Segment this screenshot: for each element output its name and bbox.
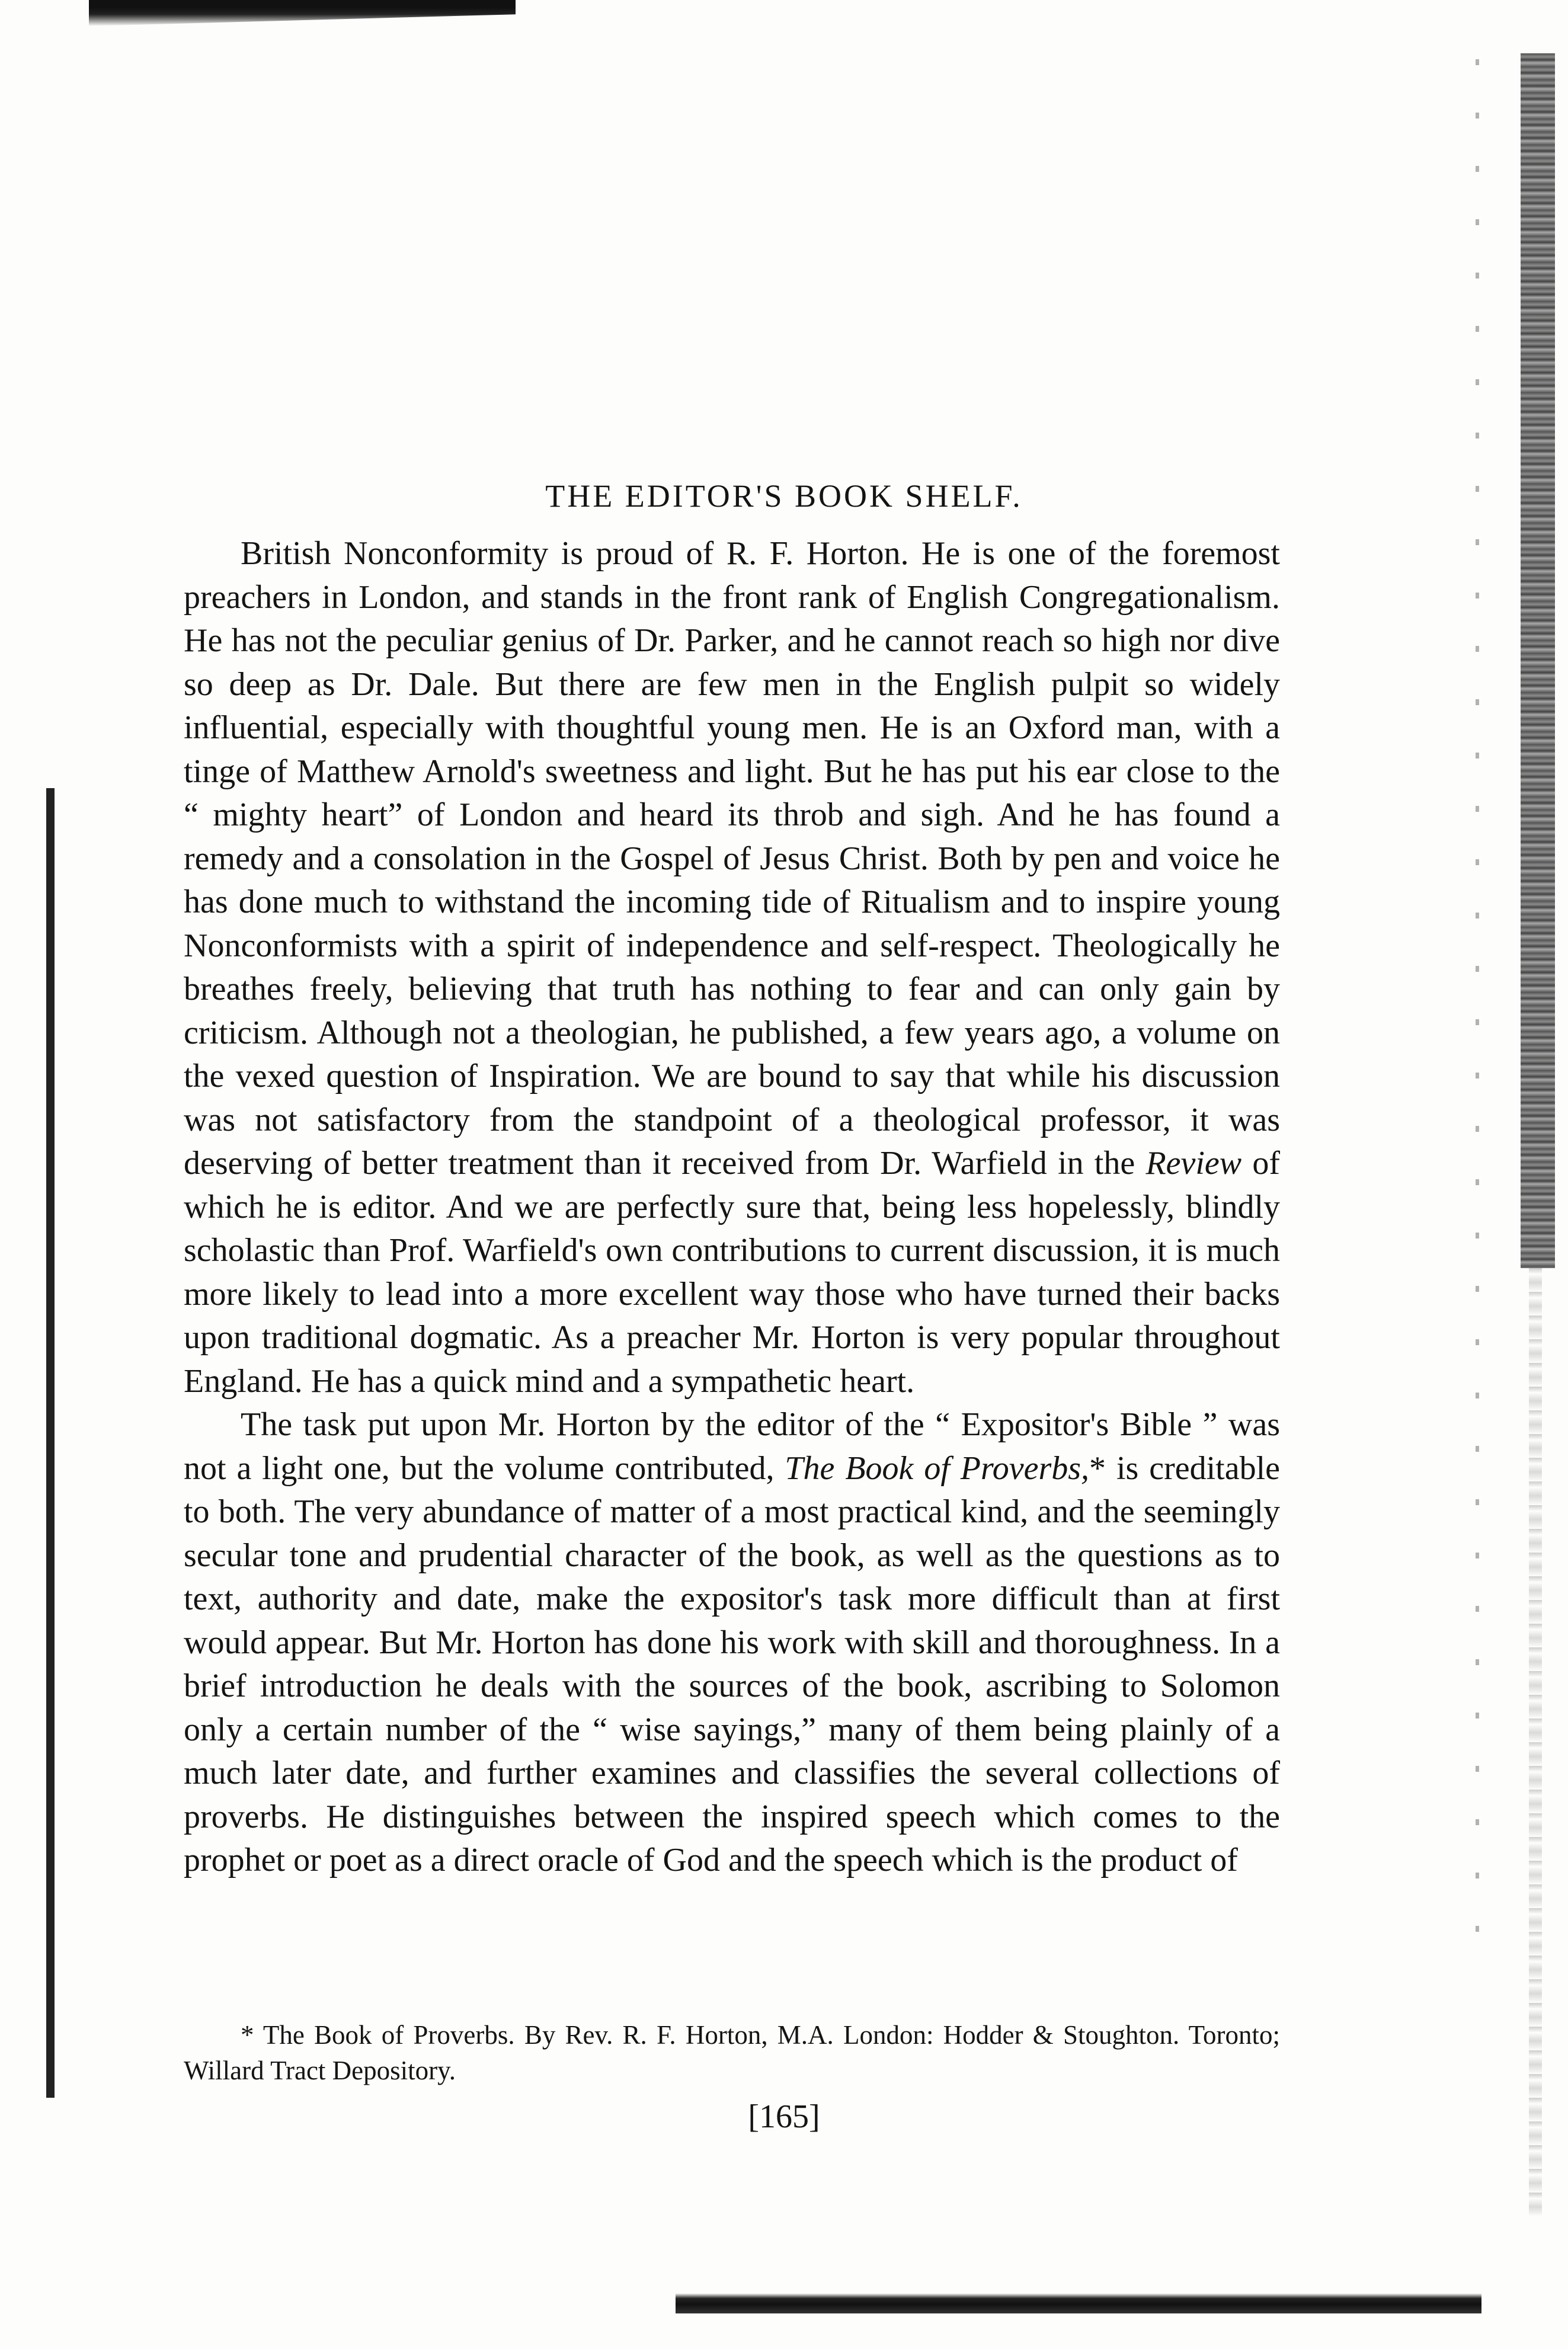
- paragraph-1-text-a: British Nonconformity is proud of R. F. Horton. He is one of the foremost preachers in London, and stands in the front rank of English Congregationalism. He has not the peculiar genius of Dr. Parker, and he cannot reach so high nor dive so deep as Dr. Dale. But there are few men in the English pulpit so widely influential, especially with thoughtful young men. He is an Oxford man, with a tinge of Matthew Arnold's sweetness and light. But he has put his ear close to the “ mighty heart” of London and heard its throb and sigh. And he has found a remedy and a consolation in the Gospel of Jesus Christ. Both by pen and voice he has done much to withstand the incoming tide of Ritualism and to inspire young Nonconformists with a spirit of independence and self-respect. Theologically he breathes freely, believing that truth has nothing to fear and can only gain by criticism. Although not a theologian, he published, a few years ago, a volume on the vexed question of Inspiration. We are bound to say that while his discussion was not satisfactory from the standpoint of a theological professor, it was deserving of better treatment than it received from Dr. Warfield in the: [184, 535, 1280, 1182]
- scan-edge-right-lower: [1529, 1268, 1542, 2216]
- scan-edge-left: [46, 788, 55, 2098]
- paragraph-2-text-b: * is creditable to both. The very abundance of matter of a most practical kind, and the seemingly secular tone and prudential character of the book, as well as the questions as to text, authority and date, make the expositor's task more difficult than at first would appear. But Mr. Horton has done his work with skill and thoroughness. In a brief introduction he deals with the sources of the book, ascribing to Solomon only a certain number of the “ wise sayings,” many of them being plainly of a much later date, and further examines and classifies the several collections of proverbs. He distinguishes between the inspired speech which comes to the prophet or poet as a direct oracle of God and the speech which is the product of: [184, 1449, 1280, 1878]
- paragraph-1-italic: Review: [1145, 1145, 1242, 1182]
- article-body: [184, 532, 1280, 1883]
- paragraph-2-text-a: The task put upon Mr. Horton by the editor of the “ Expositor's Bible ” was not a light one, but the volume contributed,: [184, 1406, 1280, 1487]
- paragraph-1-text-b: of which he is editor. And we are perfectly sure that, being less hopelessly, blindly scholastic than Prof. Warfield's own contributions to current discussion, it is much more likely to lead into a more excellent way those who have turned their backs upon traditional dogmatic. As a preacher Mr. Horton is very popular throughout England. He has a quick mind and a sympathetic heart.: [184, 1145, 1280, 1400]
- scan-edge-bottom: [676, 2293, 1481, 2313]
- page-number: [165]: [748, 2098, 820, 2135]
- scan-edge-top: [89, 0, 516, 26]
- footnote-text: * The Book of Proverbs. By Rev. R. F. Horton, M.A. London: Hodder & Stoughton. Toronto; Willard Tract Depository.: [184, 2020, 1280, 2085]
- paragraph-2: [184, 1403, 1280, 1883]
- page-title: THE EDITOR'S BOOK SHELF.: [545, 478, 1023, 514]
- scan-edge-right: [1521, 53, 1555, 1268]
- paragraph-1: [184, 532, 1280, 1403]
- footnote: [184, 2017, 1280, 2088]
- scan-dotted-margin: [1476, 59, 1479, 1956]
- paragraph-2-italic: The Book of Proverbs,: [785, 1449, 1090, 1487]
